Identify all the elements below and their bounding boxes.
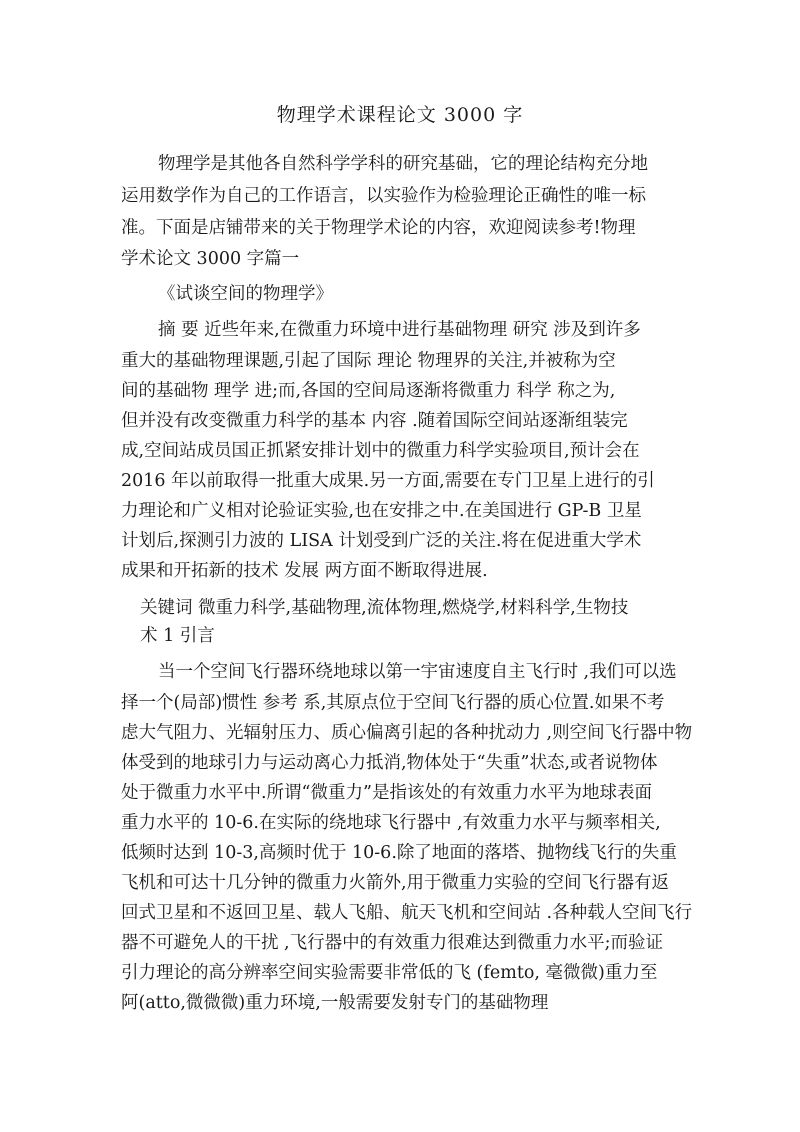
intro-line: 学术论文 3000 字篇一 — [121, 249, 300, 269]
body-line: 器不可避免人的干扰 ,飞行器中的有效重力很难达到微重力水平;而验证 — [121, 933, 664, 953]
body-line: 引力理论的高分辨率空间实验需要非常低的飞 (femto, 毫微微)重力至 — [121, 963, 658, 983]
body-line: 重力水平的 10-6.在实际的绕地球飞行器中 ,有效重力水平与频率相关, — [121, 813, 661, 833]
body-line: 阿(atto,微微微)重力环境,一般需要发射专门的基础物理 — [121, 993, 549, 1013]
body-line: 飞机和可达十几分钟的微重力火箭外,用于微重力实验的空间飞行器有返 — [121, 873, 670, 893]
abstract-line: 但并没有改变微重力科学的基本 内容 .随着国际空间站逐渐组装完 — [121, 411, 628, 431]
intro-line: 准。下面是店铺带来的关于物理学术论的内容，欢迎阅读参考!物理 — [121, 218, 636, 238]
abstract-line: 重大的基础物理课题,引起了国际 理论 物理界的关注,并被称为空 — [121, 351, 616, 371]
intro-line: 物理学是其他各自然科学学科的研究基础，它的理论结构充分地 — [158, 154, 648, 174]
body-line: 体受到的地球引力与运动离心力抵消,物体处于“失重”状态,或者说物体 — [121, 753, 658, 773]
intro-line: 运用数学作为自己的工作语言，以实验作为检验理论正确性的唯一标 — [121, 186, 646, 206]
body-line: 虑大气阻力、光辐射压力、质心偏离引起的各种扰动力 ,则空间飞行器中物 — [121, 723, 693, 743]
document-title: 物理学术课程论文 3000 字 — [276, 104, 524, 126]
abstract-line: 间的基础物 理学 进;而,各国的空间局逐渐将微重力 科学 称之为, — [121, 381, 616, 401]
article-subtitle: 《试谈空间的物理学》 — [158, 284, 333, 304]
body-line: 回式卫星和不返回卫星、载人飞船、航天飞机和空间站 .各种载人空间飞行 — [121, 903, 693, 923]
body-line: 当一个空间飞行器环绕地球以第一宇宙速度自主飞行时 ,我们可以选 — [158, 662, 677, 682]
body-line: 处于微重力水平中.所谓“微重力”是指该处的有效重力水平为地球表面 — [121, 783, 652, 803]
keywords-line: 术 1 引言 — [140, 626, 215, 646]
abstract-line: 计划后,探测引力波的 LISA 计划受到广泛的关注.将在促进重大学术 — [121, 531, 642, 551]
abstract-line: 力理论和广义相对论验证实验,也在安排之中.在美国进行 GP-B 卫星 — [121, 501, 642, 521]
abstract-line: 成,空间站成员国正抓紧安排计划中的微重力科学实验项目,预计会在 — [121, 441, 640, 461]
abstract-line: 成果和开拓新的技术 发展 两方面不断取得进展. — [121, 561, 488, 581]
keywords-line: 关键词 微重力科学,基础物理,流体物理,燃烧学,材料科学,生物技 — [140, 598, 629, 618]
body-line: 低频时达到 10-3,高频时优于 10-6.除了地面的落塔、抛物线飞行的失重 — [121, 843, 677, 863]
abstract-line: 摘 要 近些年来,在微重力环境中进行基础物理 研究 涉及到许多 — [158, 320, 641, 340]
abstract-line: 2016 年以前取得一批重大成果.另一方面,需要在专门卫星上进行的引 — [121, 471, 655, 491]
body-line: 择一个(局部)惯性 参考 系,其原点位于空间飞行器的质心位置.如果不考 — [121, 693, 665, 713]
